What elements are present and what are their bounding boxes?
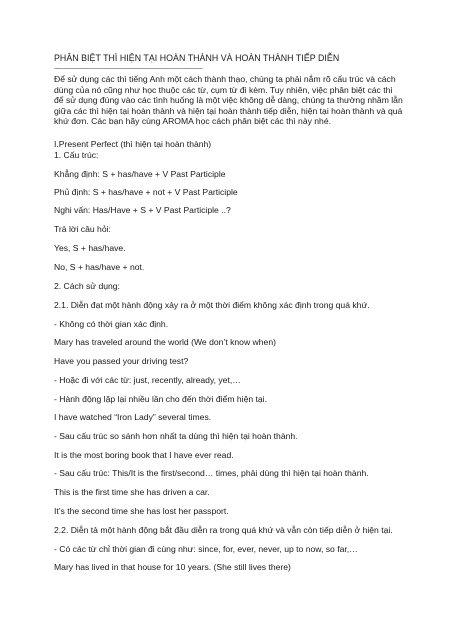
usage-heading: 2. Cách sử dụng:: [54, 281, 120, 291]
example-iron-lady: I have watched “Iron Lady” several times.: [54, 412, 212, 422]
answer-no: No, S + has/have + not.: [54, 262, 145, 272]
example-boring: It is the most boring book that I have ever read.: [54, 450, 234, 460]
usage-with-words: - Hoặc đi với các từ: just, recently, already, yet,…: [54, 375, 241, 385]
title-separator: ---------------------------------------------------------------------------------------------: [54, 66, 203, 72]
usage-repeated: - Hành động lặp lại nhiều lần cho đến thời điểm hiện tại.: [54, 394, 267, 404]
usage-2-2: 2.2. Diễn tả một hành động bắt đầu diễn ra trong quá khứ và vẫn còn tiếp diễn ở hiện tại.: [54, 525, 393, 535]
usage-time-words: - Có các từ chỉ thời gian đi cùng như: since, for, ever, never, up to now, so far,…: [54, 544, 358, 554]
answer-heading: Trả lời câu hỏi:: [54, 224, 111, 234]
intro-paragraph: Để sử dụng các thì tiếng Anh một cách thành thạo, chúng ta phải nắm rõ cấu trúc và cách dùng của nó cũng như học thuộc các từ, cụm từ đi kèm. Tuy nhiên, việc phân biệt các thì để sử dụng đúng vào các tình huống là một việc không dễ dàng, chúng ta thường nhầm lẫn giữa các thì hiện tại hoàn thành và hiện tại hoàn thành tiếp diễn, hiện tại hoàn thành và quá khứ đơn. Các bạn hãy cùng AROMA học cách phân biệt các thì này nhé.: [54, 74, 403, 127]
example-driving: Have you passed your driving test?: [54, 356, 189, 366]
answer-yes: Yes, S + has/have.: [54, 243, 126, 253]
example-second-time: It’s the second time she has lost her passport.: [54, 506, 229, 516]
usage-first-time: - Sau cấu trúc: This/It is the first/second… times, phải dùng thì hiện tại hoàn thành.: [54, 468, 369, 478]
usage-2-1: 2.1. Diễn đạt một hành động xảy ra ở một thời điểm không xác định trong quá khứ.: [54, 300, 370, 310]
example-travel: Mary has traveled around the world (We don’t know when): [54, 337, 276, 347]
usage-superlative: - Sau cấu trúc so sánh hơn nhất ta dùng thì hiện tại hoàn thành.: [54, 431, 298, 441]
affirmative-structure: Khẳng định: S + has/have + V Past Participle: [54, 169, 226, 179]
section-heading-present-perfect: I.Present Perfect (thì hiện tại hoàn thành): [54, 139, 212, 149]
usage-no-time: - Không có thời gian xác định.: [54, 319, 169, 329]
question-structure: Nghi vấn: Has/Have + S + V Past Participle ..?: [54, 205, 231, 215]
negative-structure: Phủ định: S + has/have + not + V Past Participle: [54, 187, 238, 197]
example-house: Mary has lived in that house for 10 years. (She still lives there): [54, 562, 291, 572]
example-first-time: This is the first time she has driven a car.: [54, 487, 210, 497]
document-title: PHÂN BIỆT THÌ HIỆN TẠI HOÀN THÀNH VÀ HOÀN THÀNH TIẾP DIỄN: [54, 53, 340, 63]
structure-heading: 1. Cấu trúc:: [54, 150, 99, 160]
